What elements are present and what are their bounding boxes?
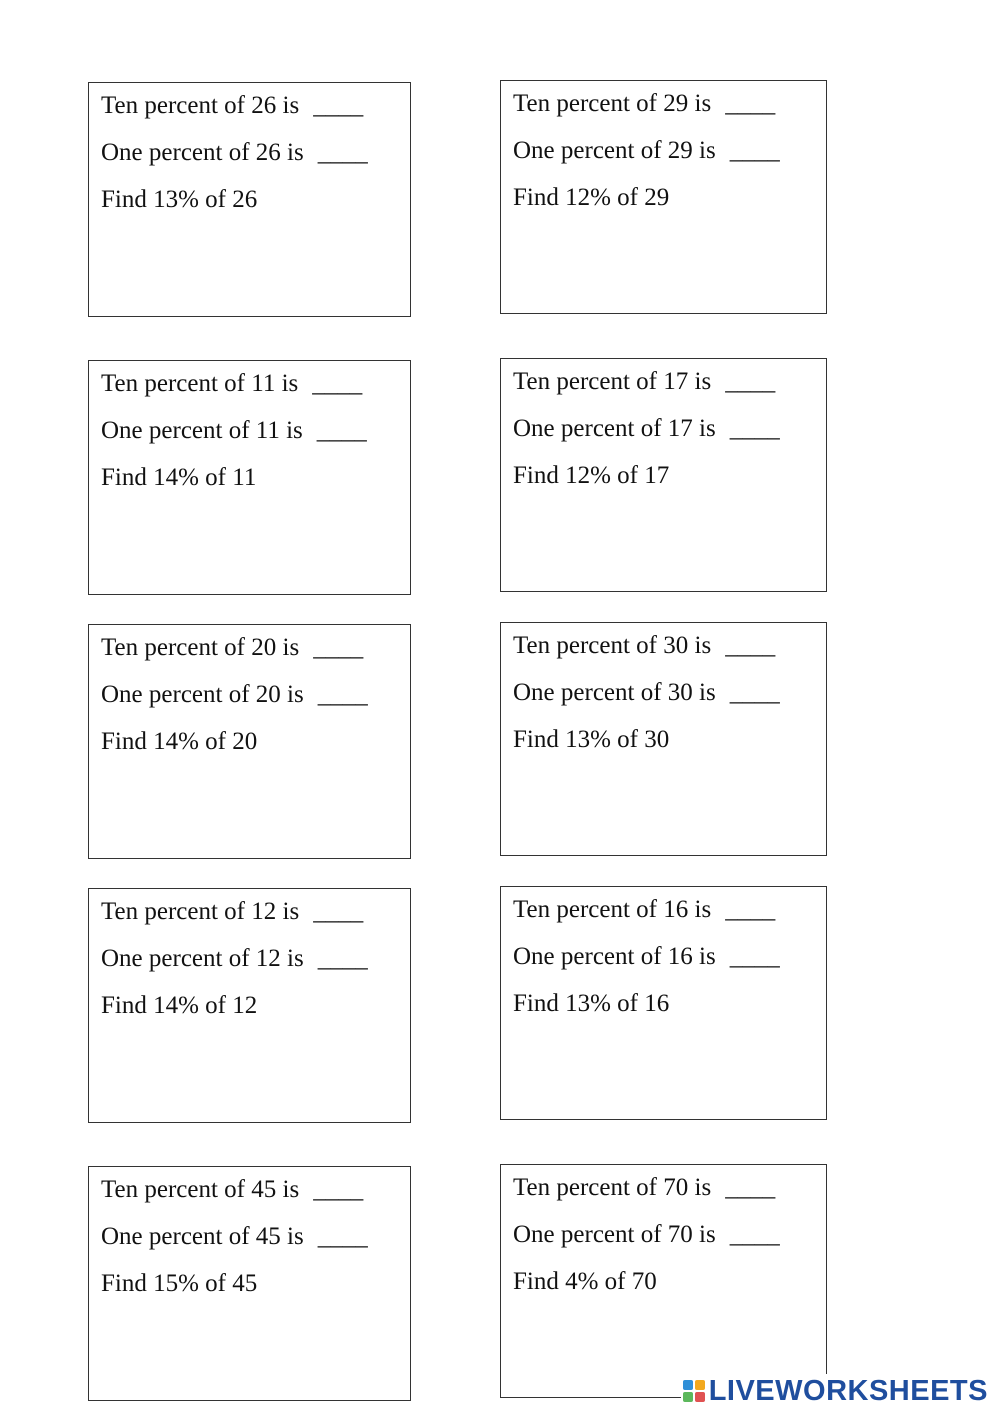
logo-square xyxy=(695,1392,705,1402)
answer-blank[interactable]: ____ xyxy=(313,898,364,925)
find-percent-question: Find 13% of 30 xyxy=(513,726,670,753)
ten-percent-question: Ten percent of 17 is xyxy=(513,368,712,395)
one-percent-question: One percent of 29 is xyxy=(513,137,716,164)
one-percent-question: One percent of 30 is xyxy=(513,679,716,706)
ten-percent-question: Ten percent of 16 is xyxy=(513,896,712,923)
exercise-card-9 xyxy=(88,1166,411,1401)
one-percent-question: One percent of 12 is xyxy=(101,945,304,972)
exercise-card-4 xyxy=(500,358,827,592)
logo-square xyxy=(683,1380,693,1390)
find-percent-question: Find 4% of 70 xyxy=(513,1268,657,1295)
find-percent-question: Find 15% of 45 xyxy=(101,1270,258,1297)
answer-blank[interactable]: ____ xyxy=(725,90,776,117)
exercise-card-10 xyxy=(500,1164,827,1398)
watermark-text: LIVEWORKSHEETS xyxy=(708,1375,988,1407)
answer-blank[interactable]: ____ xyxy=(316,417,367,444)
ten-percent-question: Ten percent of 26 is xyxy=(101,92,300,119)
logo-square xyxy=(695,1380,705,1390)
exercise-card-8 xyxy=(500,886,827,1120)
find-percent-question: Find 14% of 11 xyxy=(101,464,257,491)
answer-blank[interactable]: ____ xyxy=(313,1176,364,1203)
exercise-card-1 xyxy=(88,82,411,317)
answer-blank[interactable]: ____ xyxy=(725,1174,776,1201)
exercise-card-3 xyxy=(88,360,411,595)
answer-blank[interactable]: ____ xyxy=(725,896,776,923)
ten-percent-question: Ten percent of 12 is xyxy=(101,898,300,925)
answer-blank[interactable]: ____ xyxy=(317,1223,368,1250)
answer-blank[interactable]: ____ xyxy=(312,370,363,397)
one-percent-question: One percent of 45 is xyxy=(101,1223,304,1250)
find-percent-question: Find 12% of 17 xyxy=(513,462,670,489)
exercise-card-5 xyxy=(88,624,411,859)
answer-blank[interactable]: ____ xyxy=(729,679,780,706)
one-percent-question: One percent of 70 is xyxy=(513,1221,716,1248)
answer-blank[interactable]: ____ xyxy=(729,415,780,442)
one-percent-question: One percent of 20 is xyxy=(101,681,304,708)
one-percent-question: One percent of 16 is xyxy=(513,943,716,970)
answer-blank[interactable]: ____ xyxy=(317,945,368,972)
answer-blank[interactable]: ____ xyxy=(317,681,368,708)
liveworksheets-watermark xyxy=(681,1374,988,1408)
exercise-card-7 xyxy=(88,888,411,1123)
exercise-card-6 xyxy=(500,622,827,856)
ten-percent-question: Ten percent of 45 is xyxy=(101,1176,300,1203)
find-percent-question: Find 14% of 20 xyxy=(101,728,258,755)
one-percent-question: One percent of 26 is xyxy=(101,139,304,166)
ten-percent-question: Ten percent of 70 is xyxy=(513,1174,712,1201)
answer-blank[interactable]: ____ xyxy=(729,137,780,164)
find-percent-question: Find 14% of 12 xyxy=(101,992,258,1019)
answer-blank[interactable]: ____ xyxy=(729,943,780,970)
answer-blank[interactable]: ____ xyxy=(725,368,776,395)
find-percent-question: Find 12% of 29 xyxy=(513,184,670,211)
answer-blank[interactable]: ____ xyxy=(317,139,368,166)
exercise-card-2 xyxy=(500,80,827,314)
one-percent-question: One percent of 17 is xyxy=(513,415,716,442)
ten-percent-question: Ten percent of 29 is xyxy=(513,90,712,117)
one-percent-question: One percent of 11 is xyxy=(101,417,303,444)
logo-square xyxy=(683,1392,693,1402)
answer-blank[interactable]: ____ xyxy=(725,632,776,659)
ten-percent-question: Ten percent of 11 is xyxy=(101,370,299,397)
answer-blank[interactable]: ____ xyxy=(313,92,364,119)
find-percent-question: Find 13% of 16 xyxy=(513,990,670,1017)
ten-percent-question: Ten percent of 20 is xyxy=(101,634,300,661)
ten-percent-question: Ten percent of 30 is xyxy=(513,632,712,659)
find-percent-question: Find 13% of 26 xyxy=(101,186,258,213)
answer-blank[interactable]: ____ xyxy=(313,634,364,661)
answer-blank[interactable]: ____ xyxy=(729,1221,780,1248)
liveworksheets-logo-icon xyxy=(683,1380,705,1402)
